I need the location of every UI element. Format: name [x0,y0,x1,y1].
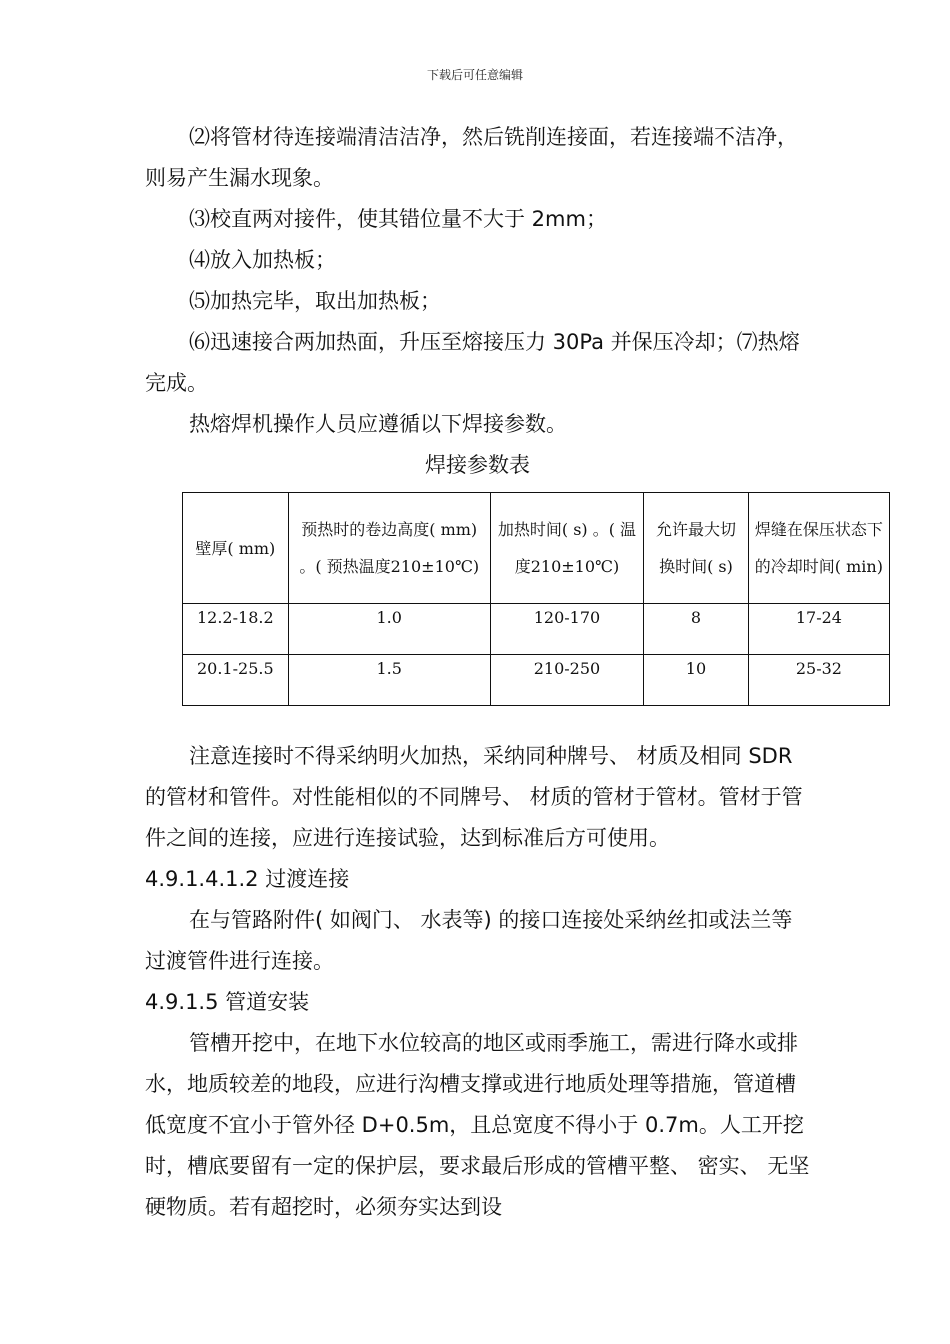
header-switch-time: 允许最大切换时间( s) [644,493,749,604]
table-title: 焊接参数表 [425,453,530,477]
table-cell: 12.2-18.2 [183,604,289,655]
paragraph-installation: 管槽开挖中，在地下水位较高的地区或雨季施工，需进行降水或排水，地质较差的地段，应进行沟槽支撑或进行地质处理等措施，管道槽低宽度不宜小于管外径 D+0.5m，且总宽度不得小于 0.7m。人工开挖时，槽底要留有一定的保护层，要求最后形成的管槽平整、 密实、 无坚硬物质。若有超挖时，必须夯实达到设 [145,1031,810,1219]
section-heading-installation: 4.9.1.5 管道安装 [145,990,310,1014]
header-wall-thickness: 壁厚( mm) [183,493,289,604]
table-cell: 1.5 [288,655,490,706]
table-row [183,655,890,706]
table-cell: 17-24 [748,604,889,655]
paragraph-step-4: ⑷放入加热板； [189,248,336,272]
header-heating-time: 加热时间( s) 。( 温度210±10℃) [490,493,643,604]
table-cell: 25-32 [748,655,889,706]
welding-parameter-table [182,492,890,706]
paragraph-step-6: ⑹迅速接合两加热面，升压至熔接压力 30Pa 并保压冷却；⑺热熔完成。 [145,330,800,395]
spacer [145,706,810,736]
table-cell: 1.0 [288,604,490,655]
table-header-row [183,493,890,604]
paragraph-operator-note: 热熔焊机操作人员应遵循以下焊接参数。 [189,412,567,436]
page-header: 下载后可任意编辑 [426,68,523,82]
header-cooling-time: 焊缝在保压状态下的冷却时间( min) [748,493,889,604]
table-cell: 8 [644,604,749,655]
table-cell: 210-250 [490,655,643,706]
header-bead-height: 预热时的卷边高度( mm) 。( 预热温度210±10℃) [288,493,490,604]
paragraph-step-3: ⑶校直两对接件，使其错位量不大于 2mm； [189,207,607,231]
paragraph-step-2: ⑵将管材待连接端清洁洁净，然后铣削连接面，若连接端不洁净，则易产生漏水现象。 [145,125,798,190]
table-cell: 120-170 [490,604,643,655]
table-row [183,604,890,655]
paragraph-transition: 在与管路附件( 如阀门、 水表等) 的接口连接处采纳丝扣或法兰等过渡管件进行连接。 [145,908,793,973]
table-cell: 10 [644,655,749,706]
paragraph-step-5: ⑸加热完毕，取出加热板； [189,289,441,313]
document-body [145,117,883,1228]
paragraph-connection-note: 注意连接时不得采纳明火加热，采纳同种牌号、 材质及相同 SDR 的管材和管件。对性能相似的不同牌号、 材质的管材于管材。管材于管件之间的连接，应进行连接试验，达到标准后方可使用。 [145,744,803,850]
section-heading-transition: 4.9.1.4.1.2 过渡连接 [145,867,350,891]
table-cell: 20.1-25.5 [183,655,289,706]
